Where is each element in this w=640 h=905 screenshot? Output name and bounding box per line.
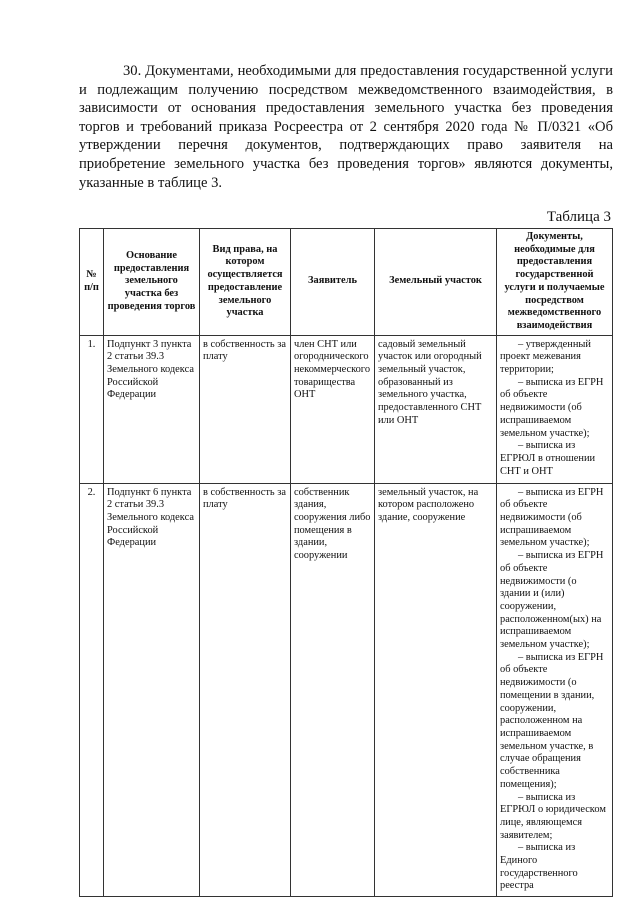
row-documents — [497, 483, 613, 897]
table-caption: Таблица 3 — [546, 209, 611, 225]
table-row — [80, 483, 613, 897]
row-basis: Подпункт 6 пункта 2 статьи 39.3 Земельного кодекса Российской Федерации — [104, 483, 200, 897]
row-number: 1. — [80, 335, 104, 483]
document-item: – выписка из ЕГРН об объекте недвижимости (о здании и (или) сооружении, расположенном(ых) на испрашиваемом земельном участке); — [500, 550, 604, 651]
intro-paragraph — [79, 62, 613, 192]
header-applicant: Заявитель — [291, 229, 375, 336]
documents-table — [79, 228, 613, 897]
table-row — [80, 335, 613, 483]
row-documents — [497, 335, 613, 483]
row-basis: Подпункт 3 пункта 2 статьи 39.3 Земельного кодекса Российской Федерации — [104, 335, 200, 483]
document-item: – утвержденный проект межевания территории; — [500, 338, 591, 376]
row-applicant: собственник здания, сооружения либо помещения в здании, сооружении — [291, 483, 375, 897]
row-plot: садовый земельный участок или огородный земельный участок, образованный из земельного участка, предоставленного СНТ или ОНТ — [375, 335, 497, 483]
row-applicant: член СНТ или огороднического некоммерческого товарищества ОНТ — [291, 335, 375, 483]
header-plot: Земельный участок — [375, 229, 497, 336]
header-right: Вид права, на котором осуществляется предоставление земельного участка — [200, 229, 291, 336]
header-basis: Основание предоставления земельного участка без проведения торгов — [104, 229, 200, 336]
row-number: 2. — [80, 483, 104, 897]
row-right: в собственность за плату — [200, 483, 291, 897]
document-item: – выписка из ЕГРЮЛ в отношении СНТ и ОНТ — [500, 440, 596, 477]
header-number: № п/п — [80, 229, 104, 336]
row-plot: земельный участок, на котором расположено здание, сооружение — [375, 483, 497, 897]
document-item: – выписка из Единого государственного реестра — [500, 842, 578, 892]
document-item: – выписка из ЕГРН об объекте недвижимости (об испрашиваемом земельном участке); — [500, 486, 604, 549]
table-header-row — [80, 229, 613, 336]
row-right: в собственность за плату — [200, 335, 291, 483]
document-item: – выписка из ЕГРН об объекте недвижимости (об испрашиваемом земельном участке); — [500, 376, 604, 439]
paragraph-text: 30. Документами, необходимыми для предоставления государственной услуги и подлежащим получению посредством межведомственного взаимодействия, в зависимости от основания предоставления земельного участка без проведения торгов и требований приказа Росреестра от 2 сентября 2020 года № П/0321 «Об утверждении перечня документов, подтверждающих право заявителя на приобретение земельного участка без проведения торгов» являются документы, указанные в таблице 3. — [79, 63, 613, 191]
document-item: – выписка из ЕГРЮЛ о юридическом лице, являющемся заявителем; — [500, 791, 606, 841]
header-documents: Документы, необходимые для предоставления государственной услуги и получаемые посредством межведомственного взаимодействия — [497, 229, 613, 336]
document-item: – выписка из ЕГРН об объекте недвижимости (о помещении в здании, сооружении, расположенном на испрашиваемом земельном участке, в случае обращения собственника помещения); — [500, 651, 604, 790]
